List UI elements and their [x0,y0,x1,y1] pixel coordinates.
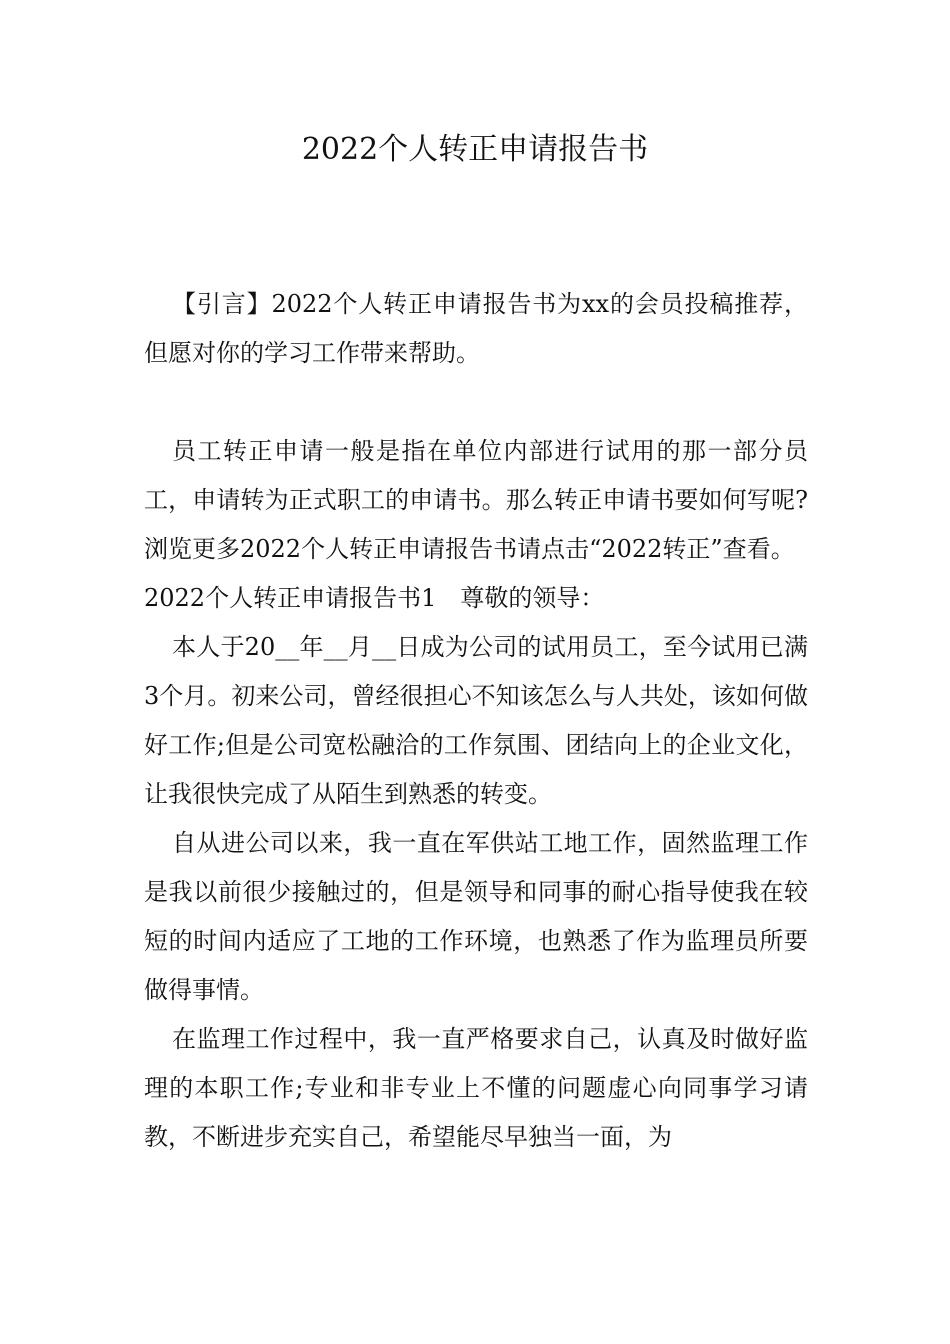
section-heading: 2022个人转正申请报告书1 尊敬的领导： [144,584,605,612]
body-paragraph: 自从进公司以来，我一直在军供站工地工作，固然监理工作是我以前很少接触过的，但是领导和同事的耐心指导使我在较短的时间内适应了工地的工作环境，也熟悉了作为监理员所要做得事情。 [144,829,808,1004]
body-paragraph: 在监理工作过程中，我一直严格要求自己，认真及时做好监理的本职工作;专业和非专业上不懂的问题虚心向同事学习请教，不断进步充实自己，希望能尽早独当一面，为 [144,1025,808,1151]
document-body [144,280,808,1162]
document-title: 2022个人转正申请报告书 [301,132,649,167]
paragraph-spacer [144,378,808,427]
intro-paragraph: 【引言】2022个人转正申请报告书为xx的会员投稿推荐，但愿对你的学习工作带来帮助。 [144,290,808,367]
body-paragraph: 本人于20__年__月__日成为公司的试用员工，至今试用已满3个月。初来公司，曾经很担心不知该怎么与人共处，该如何做好工作;但是公司宽松融洽的工作氛围、团结向上的企业文化，让我很快完成了从陌生到熟悉的转变。 [144,633,808,808]
body-paragraph: 员工转正申请一般是指在单位内部进行试用的那一部分员工，申请转为正式职工的申请书。那么转正申请书要如何写呢?浏览更多2022个人转正申请报告书请点击“2022转正”查看。 [144,437,808,563]
